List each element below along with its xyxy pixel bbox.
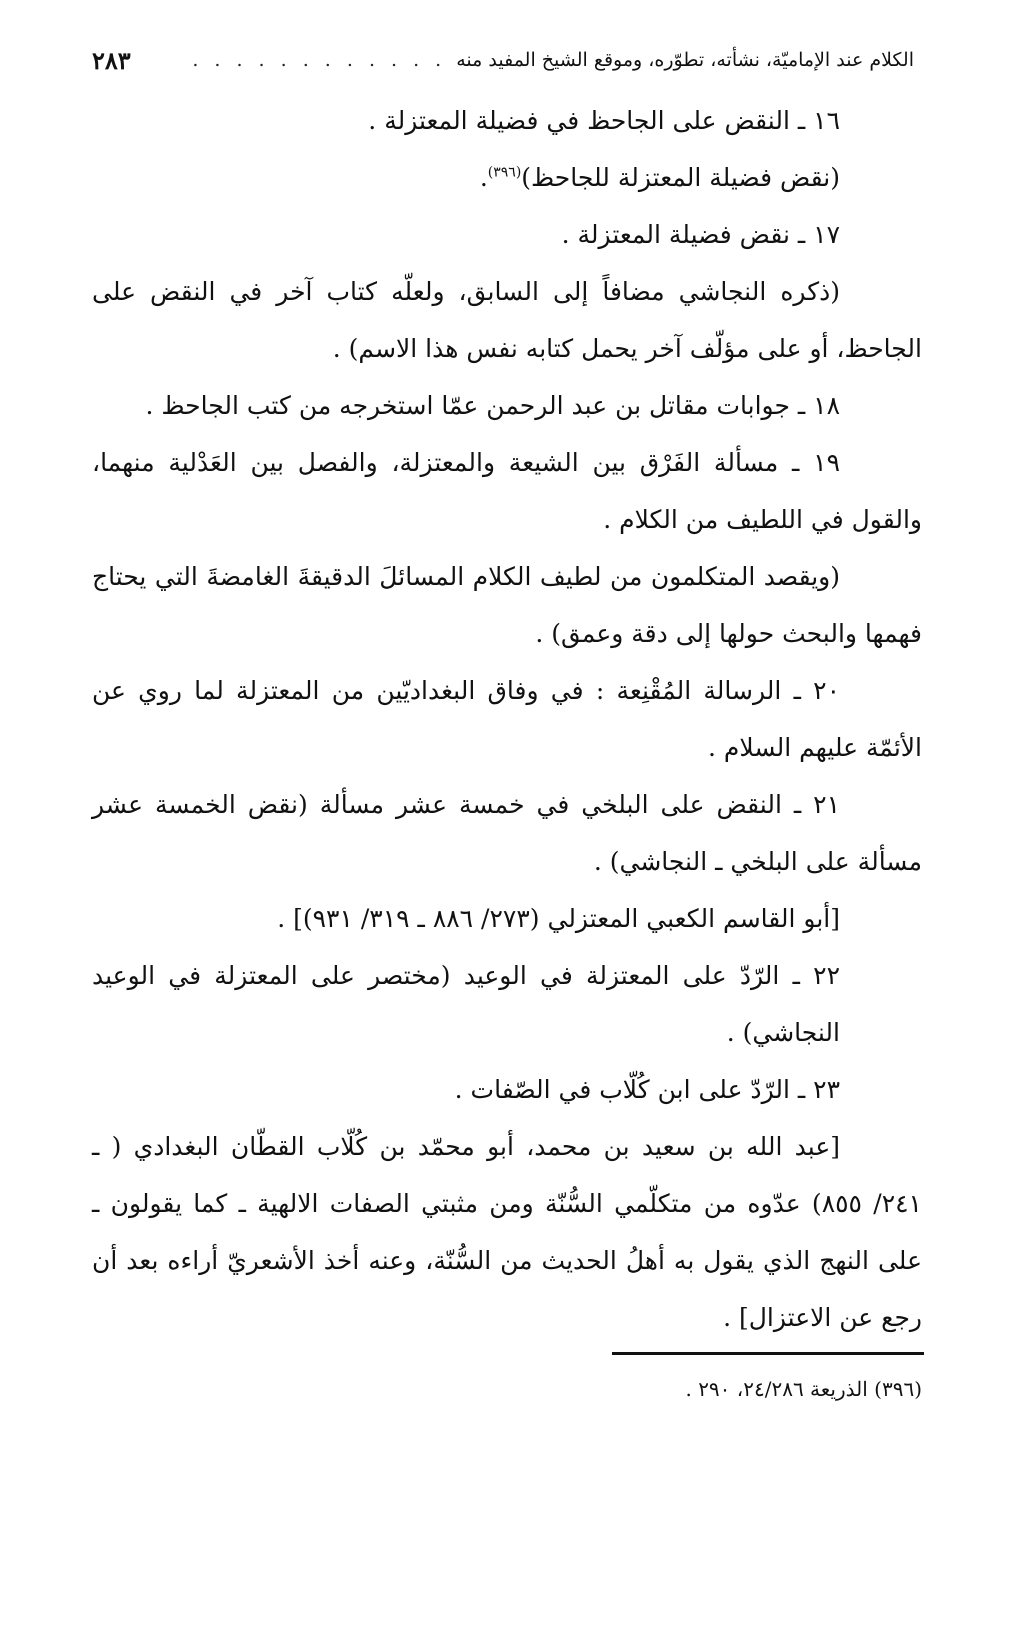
item-18: ١٨ ـ جوابات مقاتل بن عبد الرحمن عمّا استخرجه من كتب الجاحظ .	[145, 391, 840, 420]
main-text	[92, 92, 922, 1346]
footnote-396: (٣٩٦) الذريعة ٢٤/٢٨٦، ٢٩٠ .	[685, 1377, 922, 1401]
item-21-note: [أبو القاسم الكعبي المعتزلي (٢٧٣/ ٨٨٦ ـ ٣١٩/ ٩٣١)] .	[277, 904, 840, 933]
item-23-note: [عبد الله بن سعيد بن محمد، أبو محمّد بن كُلّاب القطّان البغدادي ( ـ ٢٤١/ ٨٥٥) عدّوه من متكلّمي السُّنّة ومن مثبتي الصفات الالهية ـ كما يقولون ـ على النهج الذي يقول به أهلُ الحديث من السُّنّة، وعنه أخذ الأشعريّ أراءه بعد أن رجع عن الاعتزال] .	[92, 1132, 922, 1332]
item-17-note: (ذكره النجاشي مضافاً إلى السابق، ولعلّه كتاب آخر في النقض على الجاحظ، أو على مؤلّف آخر يحمل كتابه نفس هذا الاسم) .	[92, 277, 922, 363]
item-16: ١٦ ـ النقض على الجاحظ في فضيلة المعتزلة .	[368, 106, 840, 135]
header-leader-dots: . . . . . . . . . . . .	[192, 49, 447, 71]
page-number: ٢٨٣	[92, 45, 131, 75]
footnote-ref-396[interactable]: (٣٩٦)	[487, 164, 522, 181]
item-17: ١٧ ـ نقض فضيلة المعتزلة .	[561, 220, 840, 249]
item-22: ٢٢ ـ الرّدّ على المعتزلة في الوعيد (مختصر على المعتزلة في الوعيد النجاشي) .	[92, 961, 840, 1047]
running-header	[92, 40, 914, 80]
item-16-note-text: (نقض فضيلة المعتزلة للجاحظ)	[521, 163, 840, 192]
item-19: ١٩ ـ مسألة الفَرْق بين الشيعة والمعتزلة، والفصل بين العَدْلية منهما، والقول في اللطيف من الكلام .	[92, 448, 922, 534]
item-21: ٢١ ـ النقض على البلخي في خمسة عشر مسألة (نقض الخمسة عشر مسألة على البلخي ـ النجاشي) .	[92, 790, 922, 876]
item-16-note-end: .	[479, 163, 488, 192]
item-20: ٢٠ ـ الرسالة المُقْنِعة : في وفاق البغداديّين من المعتزلة لما روي عن الأئمّة عليهم السلام .	[92, 676, 922, 762]
item-19-note: (ويقصد المتكلمون من لطيف الكلام المسائلَ الدقيقةَ الغامضةَ التي يحتاج فهمها والبحث حولها إلى دقة وعمق) .	[92, 562, 922, 648]
footnote-separator	[612, 1352, 924, 1355]
running-title: الكلام عند الإماميّة، نشأته، تطوّره، وموقع الشيخ المفيد منه	[456, 49, 914, 71]
item-16-note	[92, 149, 922, 206]
item-23: ٢٣ ـ الرّدّ على ابن كُلّاب في الصّفات .	[454, 1075, 840, 1104]
